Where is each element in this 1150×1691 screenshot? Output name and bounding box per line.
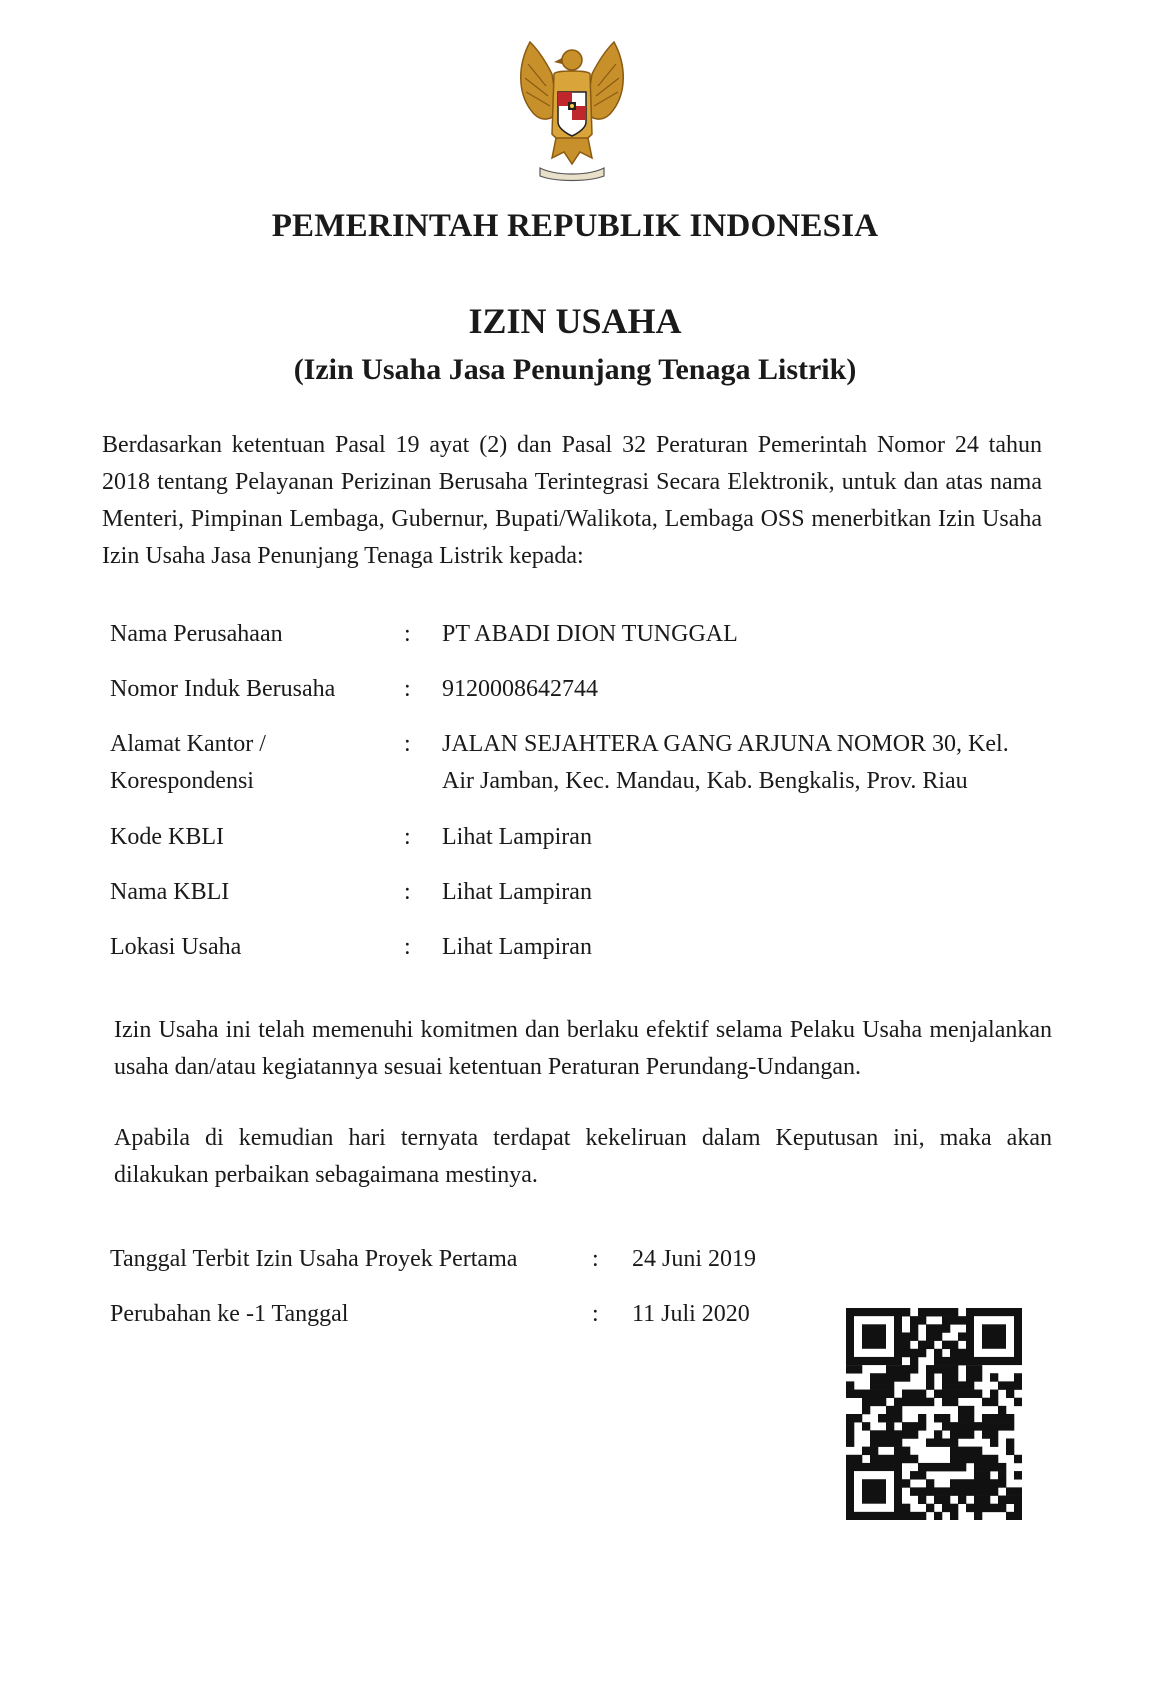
- field-row-nib: [0, 671, 1150, 708]
- field-value: 9120008642744: [442, 676, 598, 702]
- field-value: Lihat Lampiran: [442, 824, 592, 850]
- validity-paragraph: Izin Usaha ini telah memenuhi komitmen dan berlaku efektif selama Pelaku Usaha menjalankan usaha dan/atau kegiatannya sesuai ketentuan Peraturan Perundang-Undangan.: [114, 1017, 1052, 1080]
- intro-paragraph: Berdasarkan ketentuan Pasal 19 ayat (2) dan Pasal 32 Peraturan Pemerintah Nomor 24 tahun 2018 tentang Pelayanan Perizinan Berusaha Terintegrasi Secara Elektronik, untuk dan atas nama Menteri, Pimpinan Lembaga, Gubernur, Bupati/Walikota, Lembaga OSS menerbitkan Izin Usaha Izin Usaha Jasa Penunjang Tenaga Listrik kepada:: [102, 432, 1042, 569]
- date-colon: :: [592, 1301, 599, 1327]
- field-row-company-name: [0, 616, 1150, 653]
- field-value: JALAN SEJAHTERA GANG ARJUNA NOMOR 30, Kel. Air Jamban, Kec. Mandau, Kab. Bengkalis, Prov. Riau: [442, 731, 1009, 794]
- field-row-kbli-name: [0, 874, 1150, 911]
- field-label: Nomor Induk Berusaha: [110, 676, 336, 702]
- field-colon: :: [404, 731, 411, 757]
- field-colon: :: [404, 621, 411, 647]
- qr-finder-pattern: [846, 1308, 902, 1365]
- field-label: Lokasi Usaha: [110, 934, 242, 960]
- field-row-business-location: [0, 929, 1150, 966]
- correction-paragraph: Apabila di kemudian hari ternyata terdapat kekeliruan dalam Keputusan ini, maka akan dilakukan perbaikan sebagaimana mestinya.: [114, 1125, 1052, 1188]
- field-label: Kode KBLI: [110, 824, 224, 850]
- garuda-emblem-icon: [512, 34, 632, 184]
- date-label: Perubahan ke -1 Tanggal: [110, 1301, 349, 1327]
- field-colon: :: [404, 879, 411, 905]
- date-value: 11 Juli 2020: [632, 1301, 750, 1327]
- field-value: PT ABADI DION TUNGGAL: [442, 621, 738, 647]
- document-title: IZIN USAHA: [468, 301, 682, 341]
- field-label: Alamat Kantor / Korespondensi: [110, 731, 266, 794]
- field-colon: :: [404, 934, 411, 960]
- field-label: Nama Perusahaan: [110, 621, 283, 647]
- field-label: Nama KBLI: [110, 879, 230, 905]
- qr-finder-pattern: [966, 1308, 1022, 1365]
- date-value: 24 Juni 2019: [632, 1246, 757, 1272]
- field-colon: :: [404, 676, 411, 702]
- field-row-kbli-code: [0, 819, 1150, 856]
- field-value: Lihat Lampiran: [442, 934, 592, 960]
- date-label: Tanggal Terbit Izin Usaha Proyek Pertama: [110, 1246, 518, 1272]
- date-row-first-issue: [0, 1241, 1150, 1278]
- field-colon: :: [404, 824, 411, 850]
- qr-code-icon: [846, 1308, 1022, 1520]
- qr-finder-pattern: [846, 1463, 902, 1520]
- field-row-address: [0, 726, 1150, 800]
- government-title: PEMERINTAH REPUBLIK INDONESIA: [271, 208, 879, 244]
- date-colon: :: [592, 1246, 599, 1272]
- document-subtitle: (Izin Usaha Jasa Penunjang Tenaga Listrik): [293, 353, 857, 386]
- field-value: Lihat Lampiran: [442, 879, 592, 905]
